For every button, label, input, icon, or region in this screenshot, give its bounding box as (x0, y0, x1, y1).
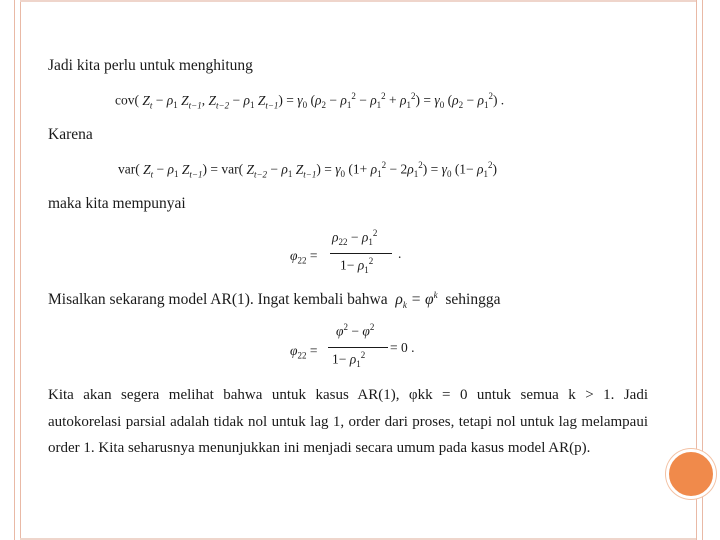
misalkan-post: sehingga (445, 291, 501, 309)
rho-k-equals-phi-k: $\rho_k = \varphi^k$ (391, 290, 438, 311)
phi22-numerator: $\rho_{22} - \rho_1^2$ (332, 228, 378, 248)
top-border-decoration (20, 0, 696, 2)
misalkan-text (48, 290, 500, 310)
maka-text: maka kita mempunyai (48, 195, 186, 212)
misalkan-pre: Misalkan sekarang model AR(1). Ingat kembali bahwa (48, 291, 388, 309)
phi22-lhs: $\varphi_{22}$ = (290, 248, 318, 266)
left-border-decoration (14, 0, 21, 540)
karena-text: Karena (48, 126, 93, 143)
var-equation: var( $Z_t - \rho_1$ $Z_{t-1}) = var$( $Z_{t-2} - \rho_1$ $Z_{t-1}) = \gamma_0$ $(1+ \rho_1^2 - 2\rho_1^2) = \gamma_0$ $(1- \rho_1^2)$ (118, 160, 498, 180)
cov-equation: cov( $Z_t - \rho_1$ $Z_{t-1}$, $Z_{t-2} - \rho_1$ $Z_{t-1}) = \gamma_0$ $(\rho_2 - \rho_1^2 - \rho_1^2 + \rho_1^2) = \gamma_0$ $(\rho_2 - \rho_1^2)$ . (115, 91, 505, 111)
intro-text: Jadi kita perlu untuk menghitung (48, 57, 253, 74)
phi22-period: . (398, 246, 402, 261)
accent-circle (666, 449, 716, 499)
ar1-equals-zero: = 0 . (390, 340, 415, 355)
ar1-phi22-lhs: $\varphi_{22}$ = (290, 343, 318, 361)
phi22-denominator: $1- \rho_1^2$ (340, 256, 374, 276)
final-paragraph-rest: autokorelasi parsial adalah tidak nol untuk lag 1, order dari proses, tetapi nol untuk lag melampaui order 1. Kita seharusnya menunjukkan ini menjadi secara umum pada kasus model AR(p). (48, 413, 648, 456)
ar1-denominator: $1- \rho_1^2$ (332, 350, 366, 370)
ar1-numerator: $\varphi^2 - \varphi^2$ (336, 322, 375, 339)
ar1-fraction-bar (328, 347, 388, 348)
final-paragraph-line1: Kita akan segera melihat bahwa untuk kasus AR(1), φkk = 0 untuk semua k > 1. Jadi (48, 387, 648, 403)
phi22-fraction-bar (330, 253, 392, 254)
final-paragraph (48, 382, 648, 462)
